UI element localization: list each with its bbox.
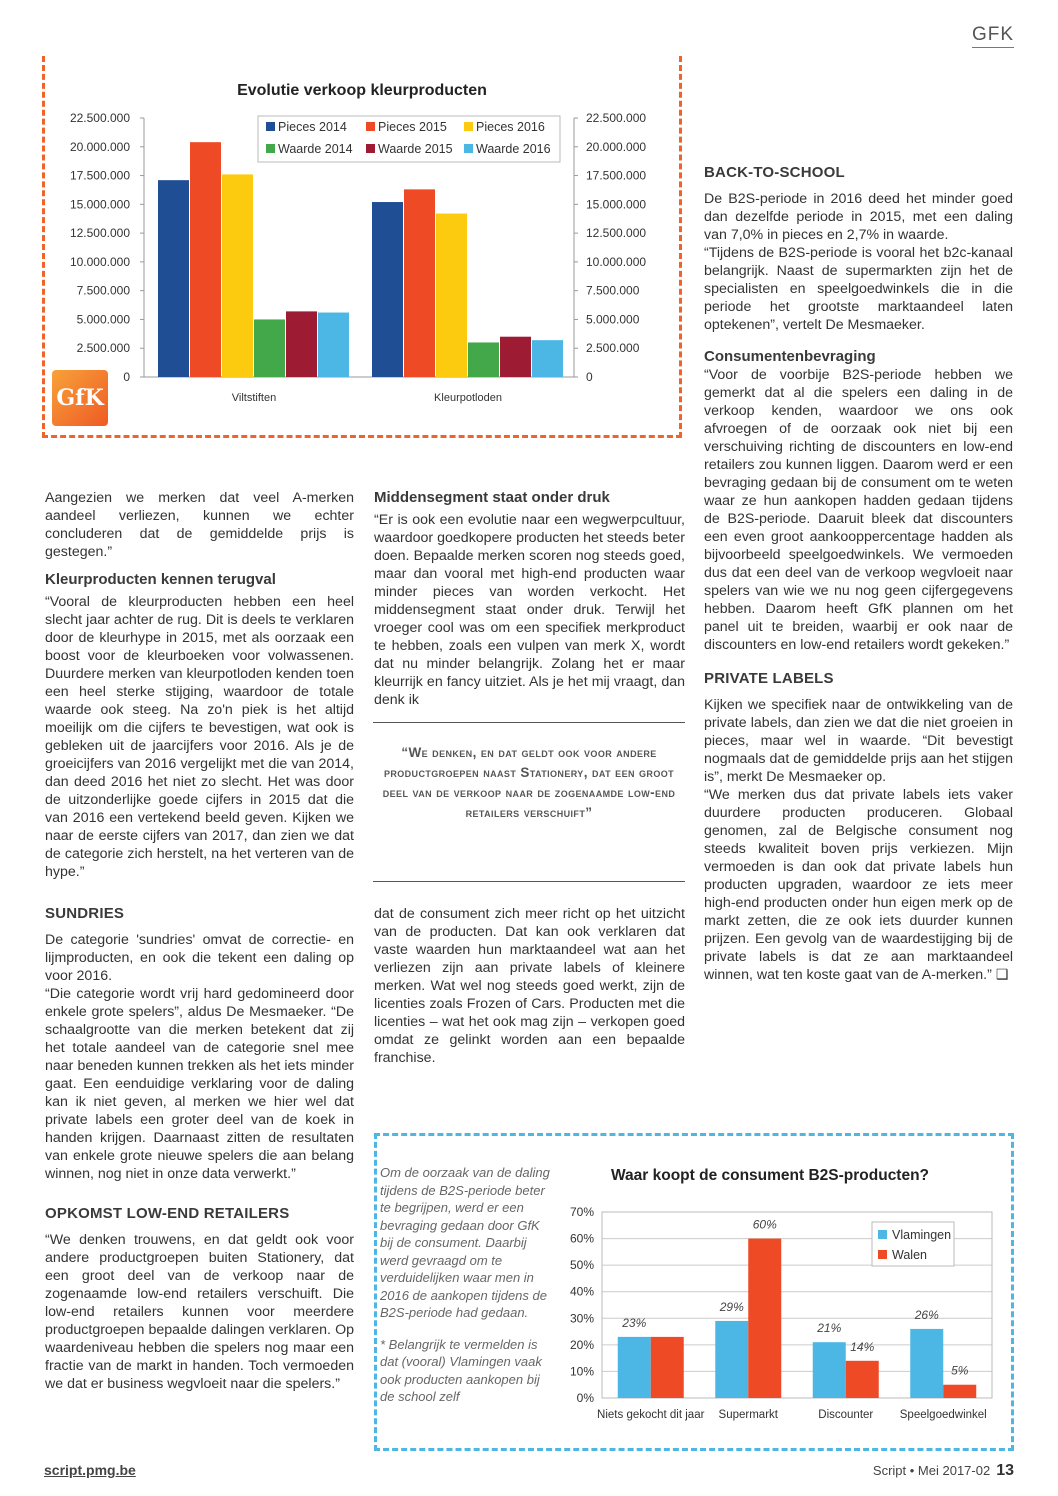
heading-private-labels: PRIVATE LABELS	[704, 670, 834, 687]
chart2-bar	[813, 1342, 846, 1398]
chart2-legend-swatch	[878, 1230, 887, 1239]
chart1-legend-swatch	[266, 122, 275, 131]
column-1	[45, 489, 354, 1393]
chart1-bar	[286, 311, 317, 377]
chart2-data-label: 14%	[850, 1339, 875, 1354]
chart1-left-tick-label: 0	[123, 370, 130, 384]
chart1-right-tick-label: 12.500.000	[586, 226, 647, 241]
chart1-bar	[532, 340, 563, 377]
chart2-bar	[846, 1361, 879, 1398]
footer-issue	[873, 1462, 1014, 1480]
chart1-left-tick-label: 7.500.000	[76, 283, 130, 298]
chart1-legend-label: Pieces 2014	[278, 120, 347, 134]
chart1-categories	[232, 392, 502, 404]
chart1-right-tick-label: 0	[586, 370, 593, 384]
chart1-bar	[318, 313, 349, 377]
chart2-data-label: 26%	[914, 1307, 939, 1322]
chart1-left-tick-label: 2.500.000	[76, 341, 130, 356]
paragraph-middensegment-continued: dat de consument zich meer richt op het uitzicht van de producten. Dat kan ook verklaren dat vaste waarden hun marktaandeel wat aan het verliezen zijn aan private labels of kleinere merken. Wat wel nog steeds goed werkt, zijn de licenties zoals Frozen of Cars. Producten met die licenties – wat het ook mag zijn – verkopen goed omdat ze gelinkt worden aan een bepaalde franchise.	[374, 906, 685, 1066]
paragraph-private-labels-2-text: “We merken dus dat private labels iets vaker duurdere producten produceren. Globaal genomen, zal de Belgische consument nog steeds kwaliteit boven prijs verkiezen. Mijn vermoeden is dan ook dat private labels hun producten upgraden, waardoor ze iets meer high-end producten onder hun eigen merk op de markt zetten, die ze ook iets duurder kunnen prijzen. Een gevolg van de waardestijging bij de private labels is dat ze aan marktaandeel winnen, wat ten koste gaat van de A-merken.”	[704, 787, 1013, 983]
chart1-category-label: Kleurpotloden	[434, 392, 502, 404]
footer-url[interactable]: script.pmg.be	[44, 1462, 136, 1478]
chart1-bar	[222, 174, 253, 377]
chart2-bar	[618, 1337, 651, 1398]
heading-low-end: OPKOMST LOW-END RETAILERS	[45, 1205, 290, 1222]
paragraph-private-labels-1: Kijken we specifiek naar de ontwikkeling van de private labels, dan zien we dat die niet groeien in pieces, maar wel in waarde. “Dit bevestigt nogmaals dat de gemiddelde prijs aan het stijgen is”, merkt De Mesmaeker op.	[704, 697, 1013, 785]
chart1-legend-swatch	[464, 122, 473, 131]
column-3	[704, 154, 1013, 984]
chart2-categories	[597, 1409, 987, 1421]
gfk-logo: GfK	[52, 370, 108, 426]
chart1-bar	[158, 180, 189, 377]
chart2-legend-label: Walen	[892, 1248, 927, 1262]
chart1-legend-label: Waarde 2016	[476, 142, 551, 156]
heading-consumentenbevraging: Consumentenbevraging	[704, 348, 876, 365]
chart1-left-tick-label: 5.000.000	[76, 312, 130, 327]
intro-paragraph: Aangezien we merken dat veel A-merken aandeel verliezen, kunnen we echter concluderen dat de gemiddelde prijs is gestegen.”	[45, 490, 354, 560]
chart1-top-edge	[44, 56, 684, 58]
end-mark-icon: ❑	[995, 967, 1009, 983]
chart2-svg	[560, 1150, 1008, 1440]
chart1-left-tick-label: 22.500.000	[69, 111, 130, 125]
paragraph-middensegment: “Er is ook een evolutie naar een wegwerpcultuur, waardoor goedkopere producten het steeds beter doen. Bepaalde merken scoren nog steeds goed, maar dan vooral met high-end producten waar minder pieces van worden verkocht. Het middensegment staat onder druk. Terwijl het vroeger cool was om een specifiek merkproduct te hebben, zoals een vulpen van merk X, wordt dat nu minder belangrijk. Zolang het er maar kleurrijk en fancy uitziet. Als je het mij vraagt, dan denk ik	[374, 512, 685, 708]
chart1-left-tick-label: 20.000.000	[69, 139, 130, 154]
chart1-right-axis	[574, 111, 646, 384]
chart1-bar	[190, 142, 221, 377]
chart2-category-label: Discounter	[818, 1409, 874, 1421]
chart2-data-label: 29%	[719, 1299, 744, 1314]
chart2-bar	[910, 1329, 943, 1398]
sidenote	[380, 1164, 556, 1406]
chart1-right-tick-label: 22.500.000	[586, 111, 647, 125]
chart2-bar	[943, 1385, 976, 1398]
paragraph-b2s-2: “Tijdens de B2S-periode is vooral het b2c-kanaal belangrijk. Naast de supermarkten zijn het de specialisten en speelgoedwinkels die in die periode het grootste marktaandeel laten optekenen”, vertelt De Mesmaeker.	[704, 245, 1013, 333]
chart1-left-tick-label: 10.000.000	[69, 254, 130, 269]
chart1-svg	[44, 70, 680, 415]
chart1-legend-label: Waarde 2014	[278, 142, 353, 156]
chart1-bar	[404, 189, 435, 377]
chart1-left-tick-label: 15.000.000	[69, 197, 130, 212]
chart1-right-tick-label: 10.000.000	[586, 254, 647, 269]
chart2-data-label: 5%	[951, 1363, 969, 1378]
chart2-tick-label: 10%	[569, 1364, 594, 1379]
paragraph-private-labels-2	[704, 786, 1013, 984]
chart2-bar	[748, 1239, 781, 1398]
paragraph-kleurproducten: “Vooral de kleurproducten hebben een heel slecht jaar achter de rug. Dit is deels te verklaren door de kleurhype in 2015, met als oorzaak een boost voor de kleurboeken voor volwassenen. Duurdere merken van kleurpotloden kenden toen een heel sterke stijging, waardoor de totale waarde ook steeg. Na zo'n piek is het altijd moeilijk om die cijfers te bevestigen, wat ook is gebleken uit de jaarcijfers voor 2016. Als je de groeicijfers van 2016 vergelijkt met die van 2014, dan deed 2016 het niet zo slecht. Het was door de uitzonderlijke goede cijfers in 2015 dat die van 2016 een vertekend beeld geven. Kijken we naar de eerste cijfers van 2017, dan zien we dat de categorie zich herstelt, na het verteren van de hype.”	[45, 594, 354, 880]
paragraph-b2s-1: De B2S-periode in 2016 deed het minder goed dan dezelfde periode in 2015, met een daling van 7,0% in pieces en 2,7% in waarde.	[704, 191, 1013, 243]
chart1-bar	[500, 337, 531, 377]
chart1-bar	[372, 202, 403, 377]
chart1-bar	[436, 214, 467, 377]
paragraph-low-end: “We denken trouwens, en dat geldt ook voor andere productgroepen buiten Stationery, dat een groot deel van de verkoop naar de zogenaamde low-end retailers verschuift. Die low-end retailers kunnen voor meerdere productgroepen bepaalde dalingen verklaren. Op waardeniveau hebben die spelers nog maar een fractie van de markt in handen. Toch vermoeden we dat er business wegvloeit naar die spelers.”	[45, 1232, 354, 1392]
chart1-right-tick-label: 7.500.000	[586, 283, 640, 298]
paragraph-sundries-1: De categorie 'sundries' omvat de correctie- en lijmproducten, en ook die tekent een daling op voor 2016.	[45, 932, 354, 984]
footer-issue-text: Script • Mei 2017-02	[872, 1463, 991, 1478]
chart1-left-tick-label: 17.500.000	[69, 168, 130, 183]
chart1-right-tick-label: 5.000.000	[586, 312, 640, 327]
paragraph-sundries-2: “Die categorie wordt vrij hard gedomineerd door enkele grote spelers”, aldus De Mesmaeker. “De schaalgrootte van die merken betekent dat zij het totale aandeel van de categorie snel mee naar beneden kunnen trekken als het iets minder gaat. Een eenduidige verklaring voor de daling kan ik niet geven, al merken we hier wel dat private labels een groter deel van de koek in handen krijgen. Daarnaast zitten de resultaten van enkele grote nieuwe spelers die aan belang winnen, nog niet in onze data verwerkt.”	[45, 986, 354, 1182]
sidenote-text-1: Om de oorzaak van de daling tijdens de B2S-periode beter te begrijpen, werd er een bevraging gedaan door GfK bij de consument. Daarbij werd gevraagd om te verduidelijken waar men in 2016 de aankopen tijdens de B2S-periode had gedaan.	[380, 1165, 550, 1320]
chart2-tick-label: 50%	[569, 1258, 594, 1273]
chart1-legend-swatch	[366, 144, 375, 153]
chart2-bar	[651, 1337, 684, 1398]
chart2-category-label: Supermarkt	[718, 1409, 778, 1421]
chart1-right-tick-label: 15.000.000	[586, 197, 647, 212]
chart2-tick-label: 60%	[569, 1231, 594, 1246]
chart1-legend-label: Pieces 2015	[378, 120, 447, 134]
chart1-title: Evolutie verkoop kleurproducten	[237, 82, 487, 99]
column-2-bottom	[374, 905, 685, 1067]
chart2-category-label: Speelgoedwinkel	[899, 1409, 987, 1421]
heading-sundries: SUNDRIES	[45, 905, 125, 922]
chart2-category-label: Niets gekocht dit jaar	[597, 1409, 705, 1421]
chart2-tick-label: 30%	[569, 1311, 594, 1326]
heading-kleurproducten: Kleurproducten kennen terugval	[45, 571, 276, 588]
chart1-legend-swatch	[266, 144, 275, 153]
chart1-legend	[258, 116, 560, 162]
chart1-left-tick-label: 12.500.000	[69, 226, 130, 241]
chart1-bar	[468, 342, 499, 377]
paragraph-consumentenbevraging: “Voor de voorbije B2S-periode hebben we gemerkt dat al die spelers een daling in de verkoop kenden, waardoor we ons ook afvroegen of de oorzaak ook niet bij een verschuiving richting de discounters en low-end retailers zou kunnen liggen. Daarom werd er een bevraging gedaan bij de consument om te weten waar ze hun aankopen hadden gedaan tijdens de B2S-periode. Daaruit bleek dat discounters een even groot aankooppercentage hadden als bijvoorbeeld speelgoedwinkels. We vermoeden dus dat een deel van de verkoop wegvloeit naar spelers van wie we nu nog geen cijfergegevens hebben. Daarom heeft GfK plannen om het panel uit te breiden, waarbij er ook naar de discounters en low-end retailers wordt gekeken.”	[704, 367, 1013, 653]
chart1-right-tick-label: 20.000.000	[586, 139, 647, 154]
page-number: 13	[996, 1462, 1014, 1479]
chart1-bars	[158, 142, 563, 377]
chart2-tick-label: 40%	[569, 1284, 594, 1299]
chart2-legend-label: Vlamingen	[892, 1228, 952, 1242]
chart1-category-label: Viltstiften	[231, 392, 277, 404]
chart2-tick-label: 70%	[569, 1205, 594, 1219]
chart2-title: Waar koopt de consument B2S-producten?	[610, 1167, 930, 1184]
chart1-legend-label: Pieces 2016	[476, 120, 545, 134]
chart1-legend-label: Waarde 2015	[378, 142, 453, 156]
chart2-tick-label: 0%	[576, 1391, 594, 1405]
chart2-legend	[872, 1222, 954, 1266]
pull-quote: “We denken, en dat geldt ook voor andere productgroepen naast Stationery, dat een groot deel van de verkoop naar de zogenaamde low-end retailers verschuift”	[373, 722, 685, 882]
chart1-legend-swatch	[464, 144, 473, 153]
chart2-legend-swatch	[878, 1250, 887, 1259]
chart1-right-tick-label: 17.500.000	[586, 168, 647, 183]
chart1-bar	[254, 319, 285, 377]
chart1-right-tick-label: 2.500.000	[586, 341, 640, 356]
heading-middensegment: Middensegment staat onder druk	[374, 489, 610, 506]
chart2-data-label: 60%	[752, 1217, 777, 1232]
column-2-top	[374, 489, 685, 709]
sidenote-text-2: * Belangrijk te vermelden is dat (vooral) Vlamingen vaak ook producten aankopen bij de school zelf	[380, 1336, 542, 1404]
chart2-data-label: 23%	[622, 1315, 647, 1330]
chart2-data-label: 21%	[817, 1321, 842, 1336]
chart1-legend-swatch	[366, 122, 375, 131]
chart2-bar	[715, 1321, 748, 1398]
heading-back-to-school: BACK-TO-SCHOOL	[704, 164, 845, 181]
chart2-tick-label: 20%	[569, 1337, 594, 1352]
brand-label: GFK	[972, 24, 1014, 48]
